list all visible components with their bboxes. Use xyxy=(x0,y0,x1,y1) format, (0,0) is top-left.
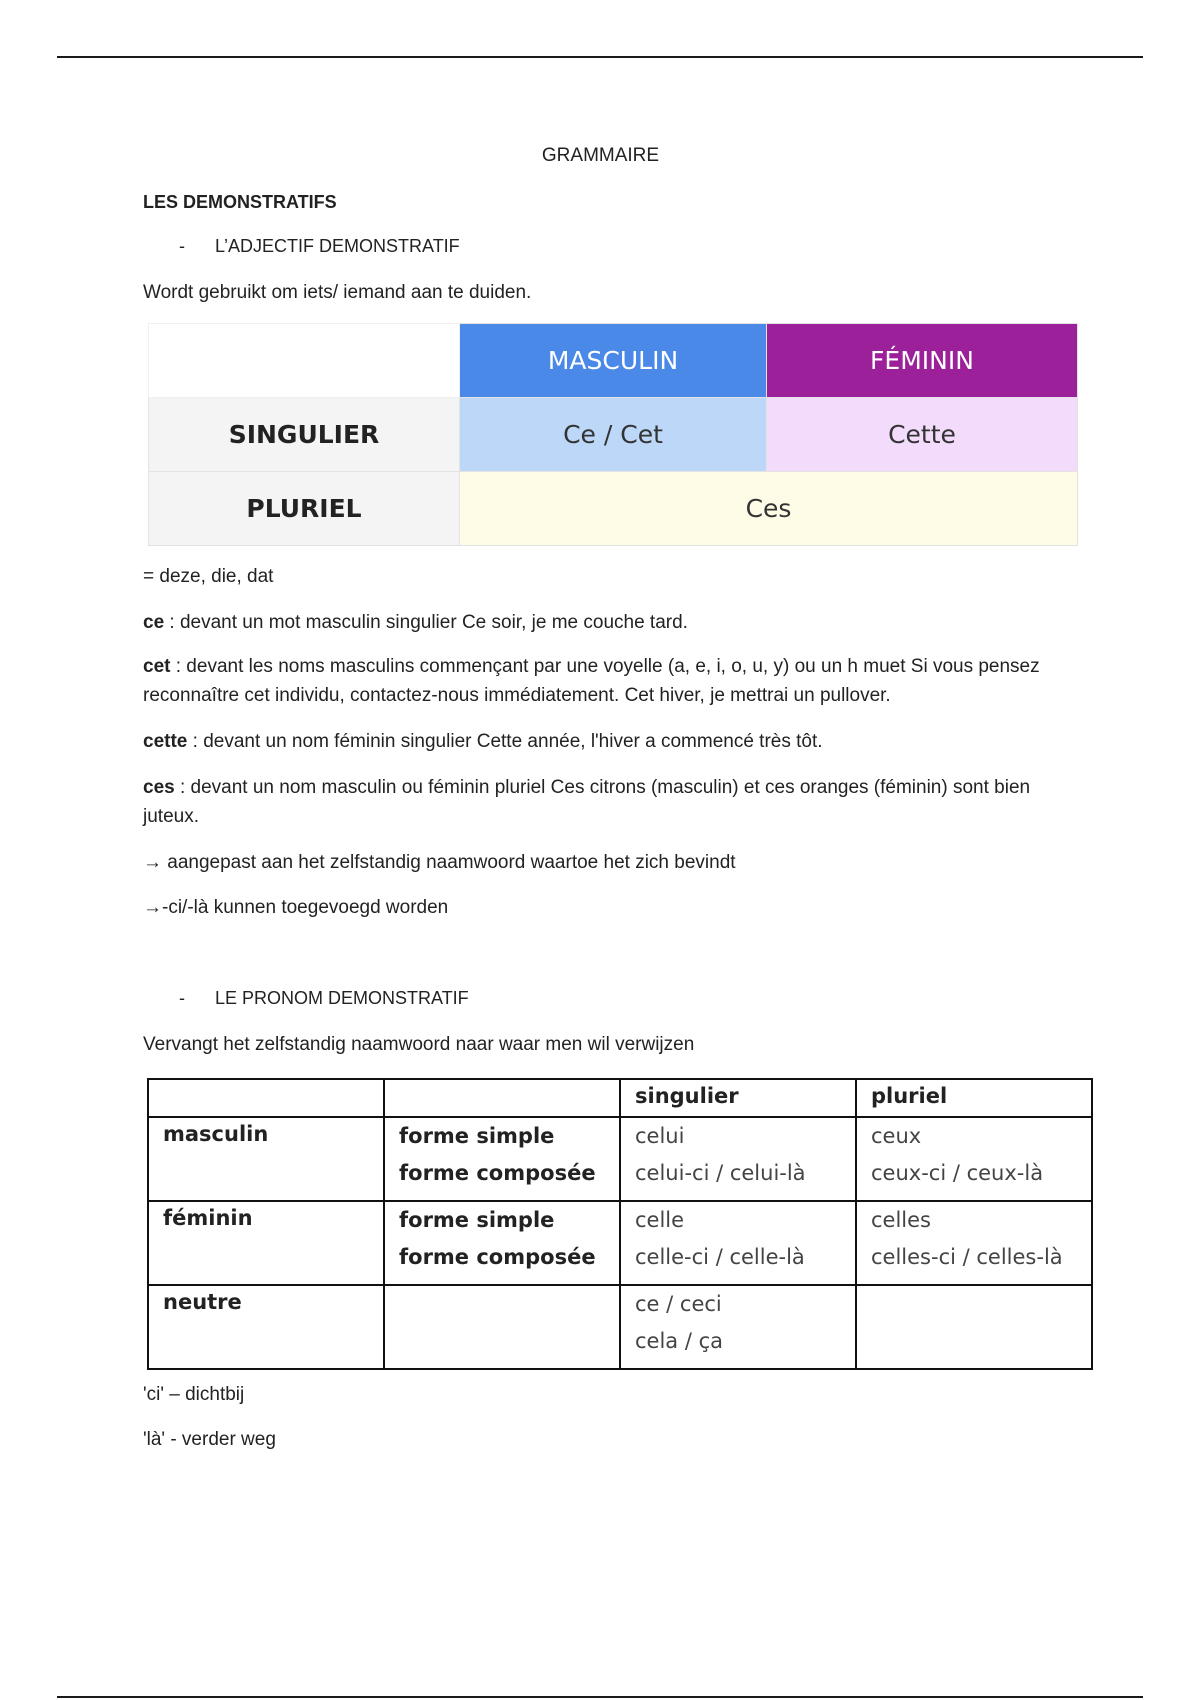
footnote-la: 'là' - verder weg xyxy=(143,1429,276,1450)
value-simple: ceux xyxy=(871,1124,922,1148)
pronom-header-empty xyxy=(148,1079,384,1117)
rule-text: : devant les noms masculins commençant par une voyelle (a, e, i, o, u, y) ou un h muet Si vous pensez reconnaître cet individu, contactez-nous immédiatement. Cet hiver, je mettrai un pullover. xyxy=(143,656,1040,706)
row-label-singulier: SINGULIER xyxy=(149,398,460,472)
value-composee: celui-ci / celui-là xyxy=(635,1161,806,1185)
feminin-singulier xyxy=(620,1201,856,1285)
note-ci-la: →-ci/-là kunnen toegevoegd worden xyxy=(143,897,449,918)
cell-singulier-feminin: Cette xyxy=(767,398,1078,472)
translation-line: = deze, die, dat xyxy=(143,566,274,587)
value-simple: celle xyxy=(635,1208,685,1232)
page-title: GRAMMAIRE xyxy=(541,145,660,166)
rule-cette xyxy=(143,727,1073,756)
form-simple: forme simple xyxy=(399,1208,555,1232)
masculin-pluriel xyxy=(856,1117,1092,1201)
pronom-header-singulier: singulier xyxy=(620,1079,856,1117)
form-composee: forme composée xyxy=(399,1245,596,1269)
cell-singulier-masculin: Ce / Cet xyxy=(460,398,767,472)
rule-term: cette xyxy=(143,731,188,752)
rule-ces xyxy=(143,773,1073,831)
bullet-adjectif xyxy=(179,236,460,257)
bullet-pronom xyxy=(179,988,469,1009)
gender-feminin: féminin xyxy=(148,1201,384,1285)
forms-masculin xyxy=(384,1117,620,1201)
intro-adjectif: Wordt gebruikt om iets/ iemand aan te duiden. xyxy=(143,282,532,303)
pronom-header-empty xyxy=(384,1079,620,1117)
pronom-table xyxy=(147,1078,1093,1370)
section-heading: LES DEMONSTRATIFS xyxy=(143,192,337,212)
header-masculin: MASCULIN xyxy=(460,324,767,398)
intro-pronom: Vervangt het zelfstandig naamwoord naar waar men wil verwijzen xyxy=(143,1034,695,1055)
note-adapted: → aangepast aan het zelfstandig naamwoord waartoe het zich bevindt xyxy=(143,852,736,873)
value-composee: celles-ci / celles-là xyxy=(871,1245,1063,1269)
value-composee: ceux-ci / ceux-là xyxy=(871,1161,1044,1185)
value-simple: celles xyxy=(871,1208,931,1232)
bullet-pronom-label: LE PRONOM DEMONSTRATIF xyxy=(215,988,469,1008)
form-simple: forme simple xyxy=(399,1124,555,1148)
cell-pluriel: Ces xyxy=(460,472,1078,546)
value-composee: celle-ci / celle-là xyxy=(635,1245,805,1269)
neutre-singulier xyxy=(620,1285,856,1369)
rule-term: cet xyxy=(143,656,171,677)
rule-text: : devant un nom masculin ou féminin pluriel Ces citrons (masculin) et ces oranges (féminin) sont bien juteux. xyxy=(143,777,1031,827)
header-feminin: FÉMININ xyxy=(767,324,1078,398)
bottom-rule xyxy=(57,1696,1143,1698)
gender-masculin: masculin xyxy=(148,1117,384,1201)
form-composee: forme composée xyxy=(399,1161,596,1185)
rule-cet xyxy=(143,652,1073,710)
bullet-dash: - xyxy=(179,236,185,256)
adjectif-table xyxy=(148,323,1078,546)
value-cela-ca: cela / ça xyxy=(635,1329,724,1353)
forms-feminin xyxy=(384,1201,620,1285)
bullet-dash: - xyxy=(179,988,185,1008)
value-ce-ceci: ce / ceci xyxy=(635,1292,722,1316)
rule-text: : devant un mot masculin singulier Ce soir, je me couche tard. xyxy=(164,612,688,633)
top-rule xyxy=(57,56,1143,58)
table-corner xyxy=(149,324,460,398)
forms-neutre xyxy=(384,1285,620,1369)
rule-ce xyxy=(143,608,1073,637)
rule-term: ce xyxy=(143,612,165,633)
rule-text: : devant un nom féminin singulier Cette année, l'hiver a commencé très tôt. xyxy=(187,731,823,752)
pronom-header-pluriel: pluriel xyxy=(856,1079,1092,1117)
bullet-adjectif-label: L’ADJECTIF DEMONSTRATIF xyxy=(215,236,460,256)
feminin-pluriel xyxy=(856,1201,1092,1285)
gender-neutre: neutre xyxy=(148,1285,384,1369)
value-simple: celui xyxy=(635,1124,685,1148)
neutre-pluriel xyxy=(856,1285,1092,1369)
rule-term: ces xyxy=(143,777,175,798)
masculin-singulier xyxy=(620,1117,856,1201)
row-label-pluriel: PLURIEL xyxy=(149,472,460,546)
footnote-ci: 'ci' – dichtbij xyxy=(143,1384,245,1405)
